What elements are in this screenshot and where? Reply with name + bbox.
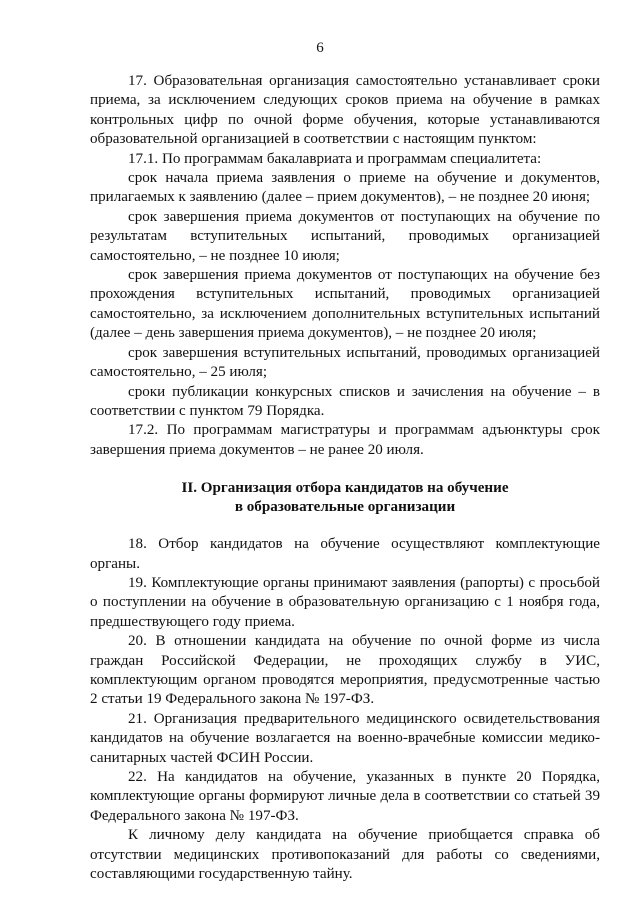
- paragraph-medical-certificate: К личному делу кандидата на обучение приобщается справка об отсутствии медицинских противопоказаний для работы со сведениями, составляющими государственную тайну.: [90, 827, 600, 883]
- paragraph-19: 19. Комплектующие органы принимают заявления (рапорты) с просьбой о поступлении на обучение в образовательную организацию с 1 ноября года, предшествующего году приема.: [90, 574, 600, 630]
- section-heading: [90, 479, 600, 517]
- paragraph-17-1: 17.1. По программам бакалавриата и программам специалитета:: [128, 150, 542, 167]
- paragraph-end-of-exams: срок завершения вступительных испытаний, проводимых организацией самостоятельно, – 25 июля;: [90, 344, 600, 381]
- paragraph-publication-lists: сроки публикации конкурсных списков и зачисления на обучение – в соответствии с пунктом 79 Порядка.: [90, 383, 600, 419]
- page-number: 6: [316, 40, 324, 56]
- document-body: [90, 72, 600, 884]
- paragraph-start-of-admission: срок начала приема заявления о приеме на обучение и документов, прилагаемых к заявлению (далее – прием документов), – не позднее 20 июня;: [90, 170, 600, 206]
- paragraph-end-without-exams: срок завершения приема документов от поступающих на обучение без прохождения вступительных испытаний, проводимых организацией самостоятельно, за исключением дополнительных вступительных испытаний (далее – день завершения приема документов), – не позднее 20 июля;: [90, 267, 600, 342]
- paragraph-17-2: 17.2. По программам магистратуры и программам адъюнктуры срок завершения приема документов – не ранее 20 июля.: [90, 422, 600, 458]
- paragraph-18: 18. Отбор кандидатов на обучение осуществляют комплектующие органы.: [90, 536, 600, 572]
- section-heading-line-1: II. Организация отбора кандидатов на обучение: [181, 480, 509, 497]
- paragraph-20: 20. В отношении кандидата на обучение по очной форме из числа граждан Российской Федерации, не проходящих службу в УИС, комплектующим органом проводятся мероприятия, предусмотренные частью 2 статьи 19 Федерального закона № 197-ФЗ.: [90, 633, 600, 708]
- paragraph-22: 22. На кандидатов на обучение, указанных в пункте 20 Порядка, комплектующие органы формируют личные дела в соответствии со статьей 39 Федерального закона № 197-ФЗ.: [90, 769, 600, 824]
- paragraph-end-with-exams: срок завершения приема документов от поступающих на обучение по результатам вступительных испытаний, проводимых организацией самостоятельно, – не позднее 10 июля;: [90, 208, 600, 264]
- paragraph-21: 21. Организация предварительного медицинского освидетельствования кандидатов на обучение возлагается на военно-врачебные комиссии медико-санитарных частей ФСИН России.: [90, 710, 600, 766]
- section-heading-line-2: в образовательные организации: [234, 499, 456, 516]
- paragraph-17: 17. Образовательная организация самостоятельно устанавливает сроки приема, за исключением следующих сроков приема на обучение в рамках контрольных цифр по очной форме обучения, которые устанавливаются образовательной организацией в соответствии с настоящим пунктом:: [90, 73, 600, 148]
